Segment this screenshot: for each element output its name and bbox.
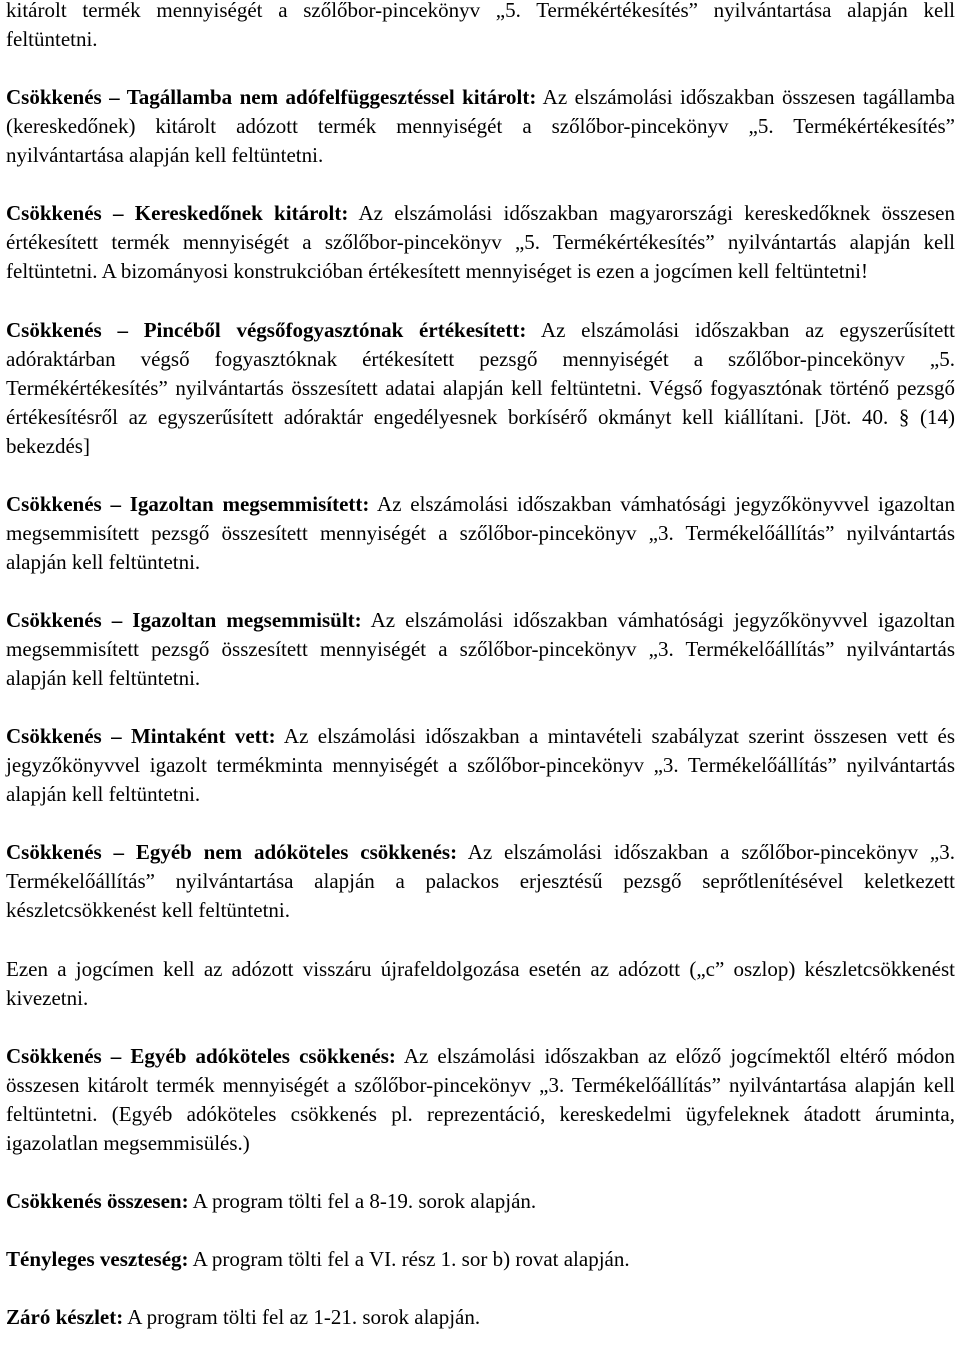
paragraph-term: Tényleges veszteség: xyxy=(6,1247,189,1272)
paragraph-13 xyxy=(6,1303,955,1332)
paragraph-5 xyxy=(6,490,955,577)
paragraph-text: Az elszámolási időszakban összesen tagállamba (kereskedőnek) kitárolt adózott termék mennyiségét a szőlőbor-pincekönyv „5. Termékértékesítés” nyilvántartása alapján kell feltüntetni. xyxy=(6,85,955,168)
paragraph-term: Csökkenés – Egyéb nem adóköteles csökkenés: xyxy=(6,840,458,865)
paragraph-term: Záró készlet: xyxy=(6,1305,124,1330)
paragraph-7 xyxy=(6,722,955,809)
paragraph-term: Csökkenés – Mintaként vett: xyxy=(6,724,276,749)
paragraph-term: Csökkenés – Igazoltan megsemmisült: xyxy=(6,607,362,632)
paragraph-term: Csökkenés – Igazoltan megsemmisített: xyxy=(6,491,370,516)
paragraph-term: Csökkenés – Tagállamba nem adófelfüggesztéssel kitárolt: xyxy=(6,85,537,110)
paragraph-8 xyxy=(6,838,955,925)
paragraph-text: Ezen a jogcímen kell az adózott visszáru újrafeldolgozása esetén az adózott („c” oszlop) készletcsökkenést kivezetni. xyxy=(6,956,955,1010)
paragraph-text: Az elszámolási időszakban magyarországi kereskedőknek összesen értékesített termék mennyiségét a szőlőbor-pincekönyv „5. Termékértékesítés” nyilvántartás alapján kell feltüntetni. A bizományosi konstrukcióban értékesített mennyiséget is ezen a jogcímen kell feltüntetni! xyxy=(6,201,955,284)
paragraph-9 xyxy=(6,955,955,1013)
paragraph-text: Az elszámolási időszakban a szőlőbor-pincekönyv „3. Termékelőállítás” nyilvántartása alapján a palackos erjesztésű pezsgő seprőtlenítésével keletkezett készletcsökkenést kell feltüntetni. xyxy=(6,840,955,923)
paragraph-text: A program tölti fel az 1-21. sorok alapján. xyxy=(123,1305,481,1330)
paragraph-term: Csökkenés – Pincéből végsőfogyasztónak értékesített: xyxy=(6,317,527,342)
paragraph-term: Csökkenés összesen: xyxy=(6,1188,189,1213)
paragraph-4 xyxy=(6,316,955,461)
paragraph-text: kitárolt termék mennyiségét a szőlőbor-pincekönyv „5. Termékértékesítés” nyilvántartása alapján kell feltüntetni. xyxy=(6,0,955,51)
paragraph-text: Az elszámolási időszakban vámhatósági jegyzőkönyvvel igazoltan megsemmisített pezsgő összesített mennyiségét a szőlőbor-pincekönyv „3. Termékelőállítás” nyilvántartás alapján kell feltüntetni. xyxy=(6,607,956,690)
paragraph-12 xyxy=(6,1245,955,1274)
paragraph-6 xyxy=(6,606,955,693)
paragraph-10 xyxy=(6,1042,955,1158)
paragraph-text: A program tölti fel a VI. rész 1. sor b) rovat alapján. xyxy=(188,1247,630,1272)
paragraph-text: Az elszámolási időszakban vámhatósági jegyzőkönyvvel igazoltan megsemmisített pezsgő összesített mennyiségét a szőlőbor-pincekönyv „3. Termékelőállítás” nyilvántartás alapján kell feltüntetni. xyxy=(6,491,956,574)
document-page xyxy=(6,0,955,1332)
paragraph-text: Az elszámolási időszakban az előző jogcímektől eltérő módon összesen kitárolt termék mennyiségét a szőlőbor-pincekönyv „3. Termékelőállítás” nyilvántartása alapján kell feltüntetni. (Egyéb adóköteles csökkenés pl. reprezentáció, kereskedelmi ügyfeleknek átadott áruminta, igazolatlan megsemmisülés.) xyxy=(6,1043,955,1155)
paragraph-text: Az elszámolási időszakban az egyszerűsített adóraktárban végső fogyasztóknak értékesített pezsgő mennyiségét a szőlőbor-pincekönyv „5. Termékértékesítés” nyilvántartás összesített adatai alapján kell feltüntetni. Végső fogyasztónak történő pezsgő értékesítésről az egyszerűsített adóraktár engedélyesnek borkísérő okmányt kell kiállítani. [Jöt. 40. § (14) bekezdés] xyxy=(6,317,955,458)
paragraph-term: Csökkenés – Kereskedőnek kitárolt: xyxy=(6,201,349,226)
paragraph-3 xyxy=(6,199,955,286)
paragraph-2 xyxy=(6,83,955,170)
paragraph-11 xyxy=(6,1187,955,1216)
paragraph-1 xyxy=(6,0,955,54)
paragraph-text: A program tölti fel a 8-19. sorok alapján. xyxy=(188,1188,537,1213)
paragraph-text: Az elszámolási időszakban a mintavételi szabályzat szerint összesen vett és jegyzőkönyvvel igazolt termékminta mennyiségét a szőlőbor-pincekönyv „3. Termékelőállítás” nyilvántartás alapján kell feltüntetni. xyxy=(6,724,956,807)
paragraph-term: Csökkenés – Egyéb adóköteles csökkenés: xyxy=(6,1043,396,1068)
